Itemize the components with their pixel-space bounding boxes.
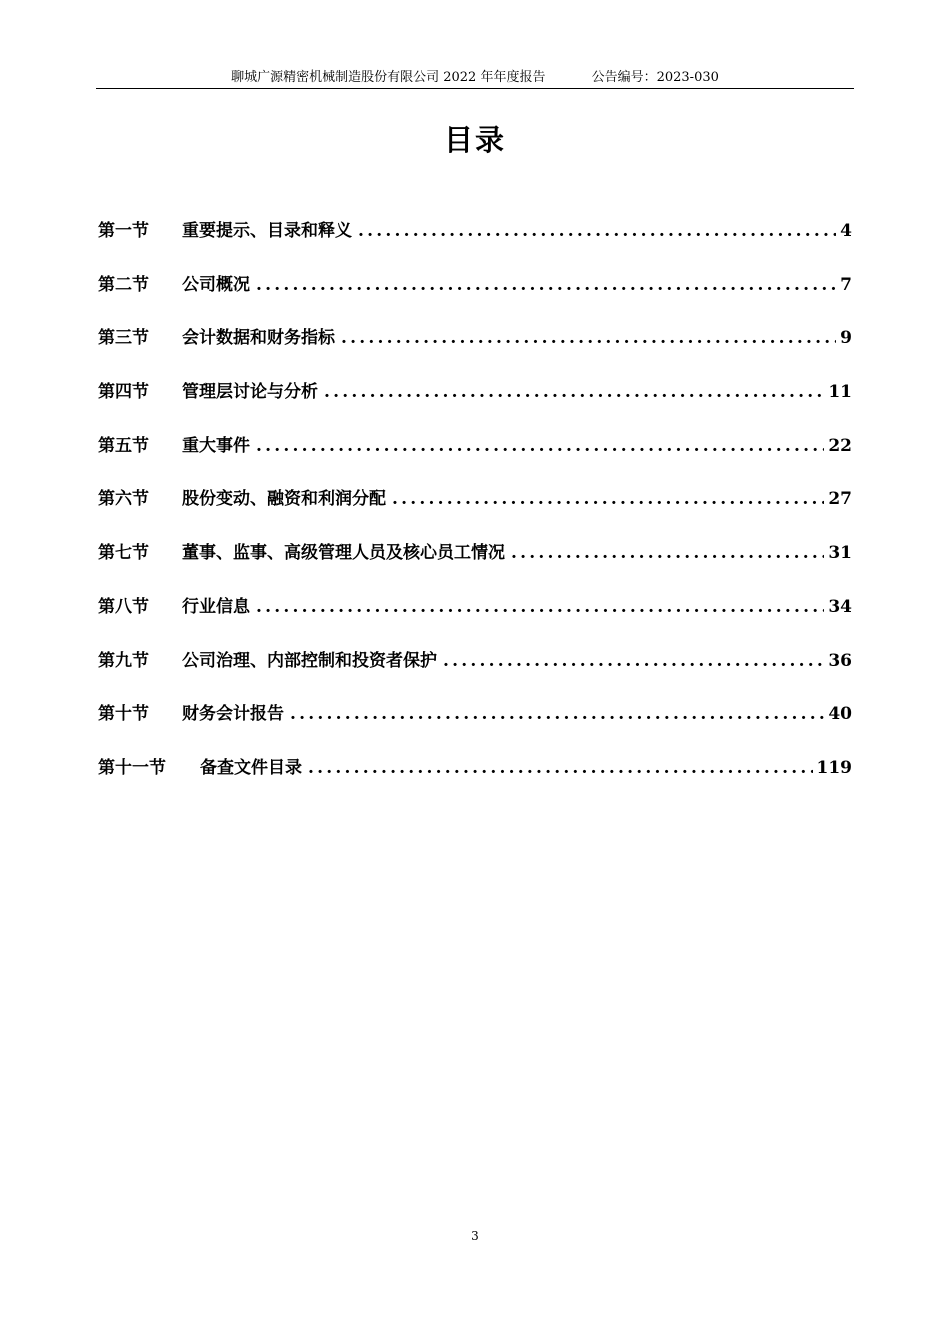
toc-section-number: 第一节 — [98, 221, 149, 241]
toc-section-number: 第八节 — [98, 596, 149, 617]
page-header — [96, 66, 854, 88]
toc-entry-5[interactable] — [98, 431, 852, 485]
header-divider — [96, 88, 854, 89]
toc-dot-leader — [308, 758, 813, 778]
toc-dot-leader — [256, 597, 824, 617]
toc-entry-1[interactable] — [98, 216, 852, 270]
toc-page-number: 40 — [828, 704, 852, 725]
page-title: 目录 — [443, 123, 506, 157]
toc-entry-11[interactable] — [98, 753, 852, 807]
toc-entry-7[interactable] — [98, 538, 852, 592]
toc-dot-leader — [290, 704, 824, 724]
toc-section-title: 公司治理、内部控制和投资者保护 — [182, 650, 437, 671]
toc-entry-3[interactable] — [98, 323, 852, 377]
toc-section-number: 第十一节 — [98, 757, 166, 778]
toc-entry-9[interactable] — [98, 646, 852, 700]
toc-section-number: 第十节 — [98, 704, 149, 725]
toc-dot-leader — [341, 328, 836, 348]
toc-entry-2[interactable] — [98, 270, 852, 324]
toc-page-number: 31 — [828, 543, 852, 564]
toc-dot-leader — [324, 382, 824, 402]
toc-section-title: 重大事件 — [182, 435, 250, 456]
toc-section-title: 董事、监事、高级管理人员及核心员工情况 — [182, 543, 505, 564]
footer-page-number: 3 — [471, 1229, 479, 1243]
header-notice-number: 公告编号：2023-030 — [591, 70, 719, 85]
toc-section-title: 会计数据和财务指标 — [182, 328, 335, 349]
toc-section-number: 第二节 — [98, 274, 149, 295]
toc-section-number: 第七节 — [98, 543, 149, 564]
toc-section-title: 重要提示、目录和释义 — [182, 221, 352, 241]
toc-page-number: 4 — [840, 221, 852, 241]
toc-section-title: 备查文件目录 — [200, 757, 302, 778]
toc-section-number: 第四节 — [98, 382, 149, 403]
toc-page-number: 36 — [828, 650, 852, 671]
toc-dot-leader — [443, 651, 824, 671]
toc-dot-leader — [256, 275, 836, 295]
toc-section-number: 第五节 — [98, 435, 149, 456]
toc-dot-leader — [256, 436, 824, 456]
toc-dot-leader — [511, 543, 824, 563]
table-of-contents — [98, 216, 852, 807]
toc-section-title: 管理层讨论与分析 — [182, 382, 318, 403]
toc-dot-leader — [358, 221, 836, 241]
toc-entry-4[interactable] — [98, 377, 852, 431]
toc-section-title: 公司概况 — [182, 274, 250, 295]
toc-section-number: 第三节 — [98, 328, 149, 349]
toc-section-title: 财务会计报告 — [182, 704, 284, 725]
header-company-title: 聊城广源精密机械制造股份有限公司 2022 年年度报告 — [231, 70, 546, 85]
toc-section-title: 股份变动、融资和利润分配 — [182, 489, 386, 510]
toc-page-number: 11 — [828, 382, 852, 403]
toc-page-number: 7 — [840, 274, 852, 295]
toc-section-number: 第九节 — [98, 650, 149, 671]
toc-page-number: 119 — [816, 757, 852, 778]
toc-section-title: 行业信息 — [182, 596, 250, 617]
toc-page-number: 34 — [828, 596, 852, 617]
toc-entry-6[interactable] — [98, 484, 852, 538]
toc-page-number: 22 — [828, 435, 852, 456]
toc-section-number: 第六节 — [98, 489, 149, 510]
toc-page-number: 27 — [828, 489, 852, 510]
toc-dot-leader — [392, 489, 824, 509]
toc-page-number: 9 — [840, 328, 852, 349]
toc-entry-10[interactable] — [98, 699, 852, 753]
toc-entry-8[interactable] — [98, 592, 852, 646]
